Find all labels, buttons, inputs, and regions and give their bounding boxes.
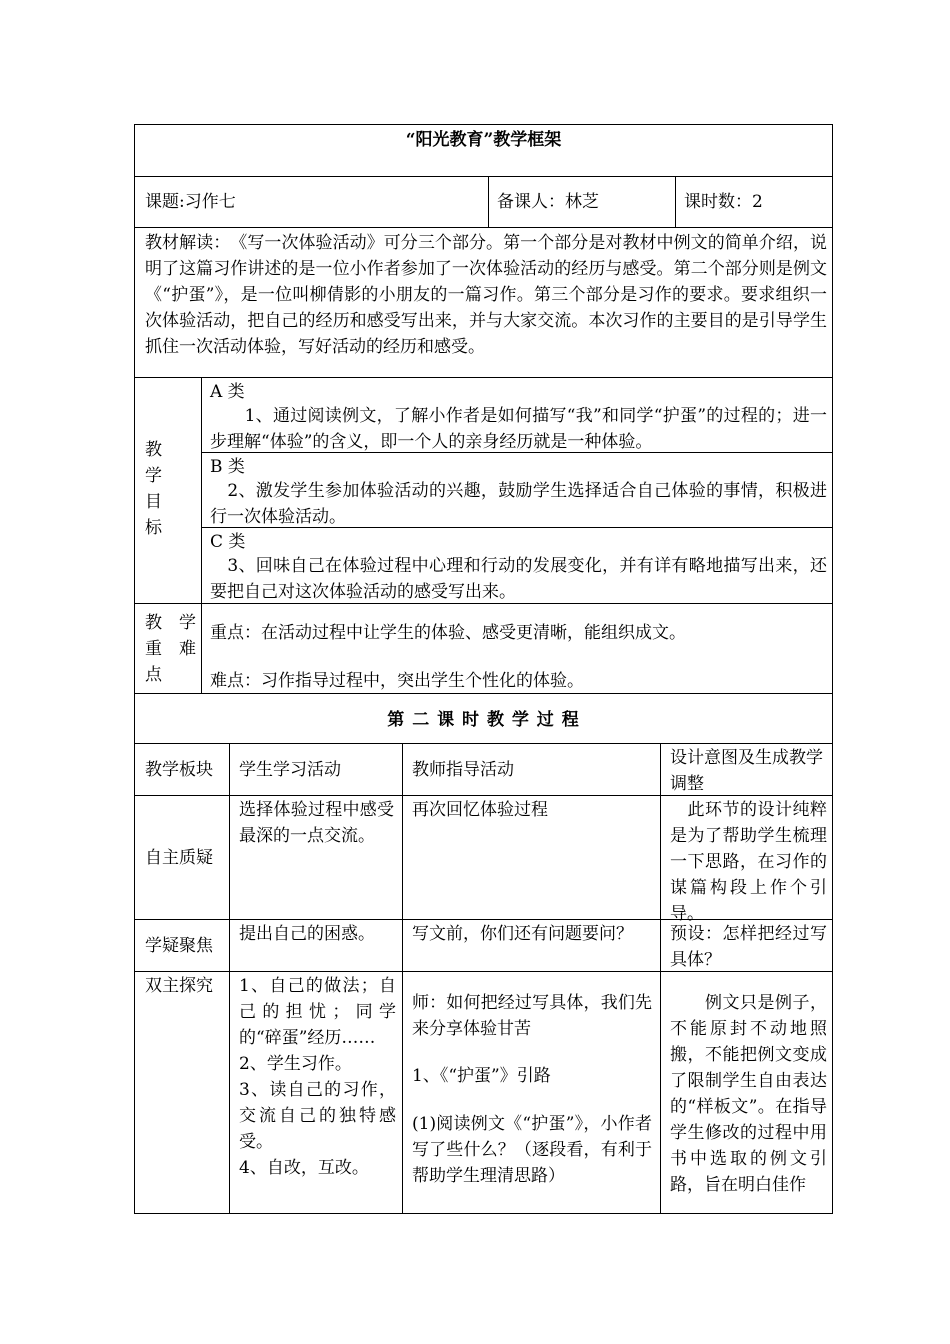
table-border xyxy=(134,1213,833,1214)
table-border xyxy=(134,227,833,228)
goal-a-title: A 类 xyxy=(210,382,245,402)
table-border xyxy=(134,124,135,1214)
keypoints-label-1: 教 学 xyxy=(145,613,196,633)
column-header: 学生学习活动 xyxy=(239,760,341,780)
difficulty-point: 难点：习作指导过程中，突出学生个性化的体验。 xyxy=(210,671,584,691)
goal-b-text: 2、激发学生参加体验活动的兴趣，鼓励学生选择适合自己体验的事情，积极进行一次体验活动。 xyxy=(210,481,827,527)
table-cell-block: 自主质疑 xyxy=(145,848,213,868)
table-border xyxy=(229,743,230,1214)
hours-label: 课时数：2 xyxy=(684,192,763,212)
table-cell-teacher: 再次回忆体验过程 xyxy=(412,800,548,820)
table-cell-student: 选择体验过程中感受最深的一点交流。 xyxy=(239,800,394,846)
table-cell-design: 例文只是例子，不能原封不动地照搬，不能把例文变成了限制学生自由表达的“样板文”。在指导学生修改的过程中用书中选取的例文引路，旨在明白佳作 xyxy=(670,993,827,1195)
table-border xyxy=(402,743,403,1214)
table-border xyxy=(134,176,833,177)
process-title: 第 二 课 时 教 学 过 程 xyxy=(387,710,580,730)
table-border xyxy=(134,124,833,125)
column-header: 设计意图及生成教学调整 xyxy=(670,748,823,794)
table-border xyxy=(134,377,833,378)
goals-label: 教 学 目 标 xyxy=(145,440,162,538)
goal-b-title: B 类 xyxy=(210,457,245,477)
topic-label: 课题:习作七 xyxy=(145,192,236,212)
goal-a-text: 1、通过阅读例文，了解小作者是如何描写“我”和同学“护蛋”的过程的；进一步理解“体验”的含义，即一个人的亲身经历就是一种体验。 xyxy=(210,406,827,452)
table-border xyxy=(675,176,676,228)
table-border xyxy=(201,377,202,694)
table-border xyxy=(488,176,489,228)
table-cell-design: 此环节的设计纯粹是为了帮助学生梳理一下思路，在习作的谋篇构段上作个引导。 xyxy=(670,800,827,924)
column-header: 教师指导活动 xyxy=(412,760,514,780)
goal-c-title: C 类 xyxy=(210,532,246,552)
table-cell-block: 学疑聚焦 xyxy=(145,936,213,956)
table-cell-design: 预设：怎样把经过写具体？ xyxy=(670,924,827,970)
table-border xyxy=(134,743,833,744)
focus-point: 重点：在活动过程中让学生的体验、感受更清晰，能组织成文。 xyxy=(210,623,686,643)
column-header: 教学板块 xyxy=(145,760,213,780)
table-cell-teacher: 师：如何把经过写具体，我们先来分享体验甘苦 xyxy=(412,993,652,1039)
material-interpretation: 教材解读： 《写一次体验活动》可分三个部分。第一个部分是对教材中例文的简单介绍，说明了这篇习作讲述的是一位小作者参加了一次体验活动的经历与感受。第二个部分则是例文《“护蛋”》，是一位叫柳倩影的小朋友的一篇习作。第三个部分是习作的要求。要求组织一次体验活动，把自己的经历和感受写出来，并与大家交流。本次习作的主要目的是引导学生抓住一次活动体验，写好活动的经历和感受。 xyxy=(145,233,827,357)
table-cell-student: 1、自己的做法；自己的担忧；同学的“碎蛋”经历…… 2、学生习作。 3、读自己的习作，交流自己的独特感受。 4、自改，互改。 xyxy=(239,976,396,1178)
goal-c-text: 3、回味自己在体验过程中心理和行动的发展变化，并有详有略地描写出来，还要把自己对这次体验活动的感受写出来。 xyxy=(210,556,827,602)
table-cell-block: 双主探究 xyxy=(145,976,213,996)
keypoints-label-2: 重 难 xyxy=(145,639,196,659)
table-cell-student: 提出自己的困惑。 xyxy=(239,924,375,944)
keypoints-label-3: 点 xyxy=(145,665,162,685)
table-border xyxy=(832,124,833,1214)
preparer-label: 备课人：林芝 xyxy=(497,192,599,212)
page-title: “阳光教育”教学框架 xyxy=(405,130,562,150)
table-border xyxy=(660,743,661,1214)
table-cell-teacher: 写文前，你们还有问题要问？ xyxy=(412,924,633,944)
table-cell-teacher: 1、《“护蛋”》引路 xyxy=(412,1066,551,1086)
table-cell-teacher: (1)阅读例文《“护蛋”》，小作者写了些什么？（逐段看，有利于帮助学生理清思路） xyxy=(412,1114,652,1186)
